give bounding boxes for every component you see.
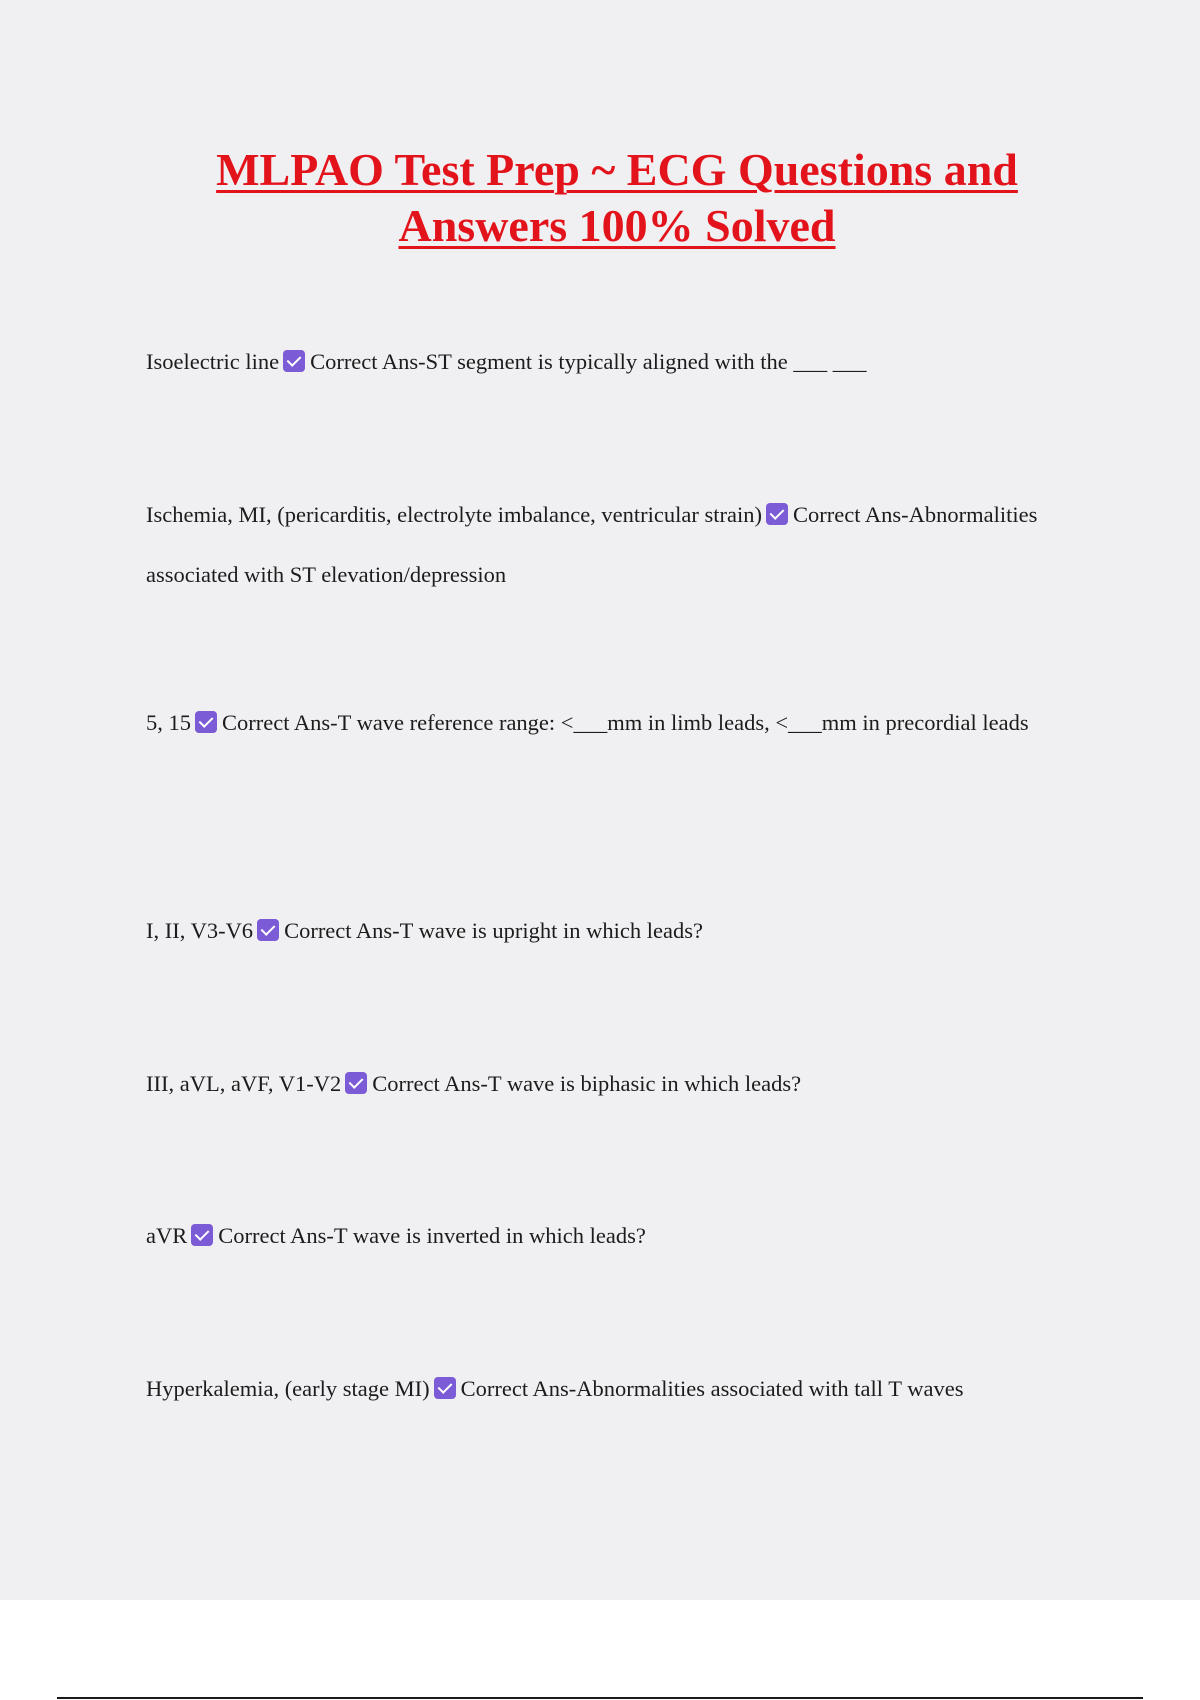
answer-text: I, II, V3-V6 (146, 918, 254, 943)
question-text: T wave is upright in which leads? (399, 918, 703, 943)
question-text: T wave is biphasic in which leads? (487, 1071, 802, 1096)
checkbox-checked-icon (195, 711, 217, 733)
correct-ans-marker: Correct Ans- (222, 710, 338, 735)
question-text: ST segment is typically aligned with the ___ ___ (425, 349, 867, 374)
correct-ans-marker: Correct Ans- (284, 918, 400, 943)
checkbox-checked-icon (345, 1072, 367, 1094)
question-text: Abnormalities associated with ST elevation/depression (146, 502, 1038, 587)
answer-text: Hyperkalemia, (early stage MI) (146, 1376, 430, 1401)
checkbox-checked-icon (434, 1377, 456, 1399)
answer-text: III, aVL, aVF, V1-V2 (146, 1071, 342, 1096)
question-text: Abnormalities associated with tall T waves (576, 1376, 964, 1401)
qa-item-6 (146, 1206, 1046, 1266)
qa-item-4 (146, 901, 1046, 961)
checkbox-checked-icon (766, 503, 788, 525)
correct-ans-marker: Correct Ans- (792, 502, 909, 527)
correct-ans-marker: Correct Ans- (372, 1071, 488, 1096)
correct-ans-marker: Correct Ans- (310, 349, 426, 374)
footer-divider (57, 1697, 1143, 1699)
qa-item-7 (146, 1359, 1046, 1419)
answer-text: aVR (146, 1223, 188, 1248)
qa-item-3 (146, 693, 1046, 753)
answer-text: Ischemia, MI, (pericarditis, electrolyte imbalance, ventricular strain) (146, 502, 762, 527)
correct-ans-marker: Correct Ans- (218, 1223, 334, 1248)
answer-text: Isoelectric line (146, 349, 280, 374)
checkbox-checked-icon (257, 919, 279, 941)
checkbox-checked-icon (283, 350, 305, 372)
question-text: T wave is inverted in which leads? (333, 1223, 646, 1248)
qa-item-2 (146, 485, 1046, 605)
answer-text: 5, 15 (146, 710, 191, 735)
checkbox-checked-icon (191, 1224, 213, 1246)
document-title: MLPAO Test Prep ~ ECG Questions and Answers 100% Solved (216, 144, 1018, 251)
qa-item-1 (146, 332, 1046, 392)
correct-ans-marker: Correct Ans- (460, 1376, 577, 1401)
question-text: T wave reference range: <___mm in limb leads, <___mm in precordial leads (337, 710, 1029, 735)
qa-item-5 (146, 1054, 1046, 1114)
